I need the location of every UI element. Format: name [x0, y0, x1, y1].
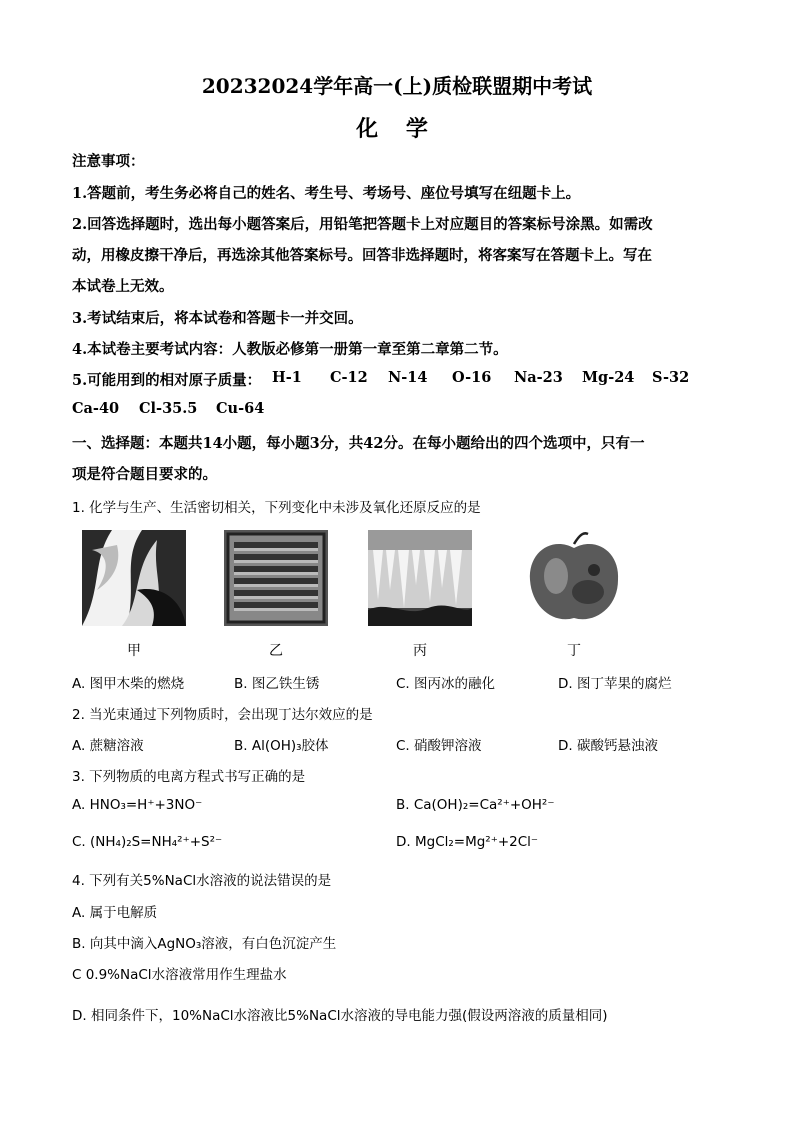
section-heading-line1: 一、选择题：本题共14小题，每小题3分，共42分。在每小题给出的四个选项中，只有一: [72, 435, 645, 452]
q4-option-b: B. 向其中滴入AgNO₃溶液，有白色沉淀产生: [72, 936, 337, 952]
exam-title: 20232024学年高一(上)质检联盟期中考试: [201, 74, 593, 98]
caption-jia: 甲: [127, 643, 141, 659]
caption-bing: 丙: [413, 643, 427, 659]
mass-cl: Cl-35.5: [139, 400, 198, 417]
mass-o: O-16: [452, 369, 492, 386]
q1-option-b: B. 图乙铁生锈: [234, 676, 320, 692]
mass-na: Na-23: [514, 369, 563, 386]
mass-s: S-32: [652, 369, 690, 386]
q4-stem: 4. 下列有关5%NaCl水溶液的说法错误的是: [72, 873, 332, 889]
rusty-iron-image: [224, 530, 328, 626]
q1-stem: 1. 化学与生产、生活密切相关，下列变化中未涉及氧化还原反应的是: [72, 500, 481, 516]
section-heading-line2: 项是符合题目要求的。: [72, 466, 217, 483]
melting-ice-image: [368, 530, 472, 626]
q3-option-d: D. MgCl₂=Mg²⁺+2Cl⁻: [396, 834, 539, 850]
mass-n: N-14: [388, 369, 428, 386]
q1-option-a: A. 图甲木柴的燃烧: [72, 676, 185, 692]
q1-option-c: C. 图丙冰的融化: [396, 676, 496, 692]
q3-option-b: B. Ca(OH)₂=Ca²⁺+OH²⁻: [396, 797, 555, 813]
q2-option-b: B. Al(OH)₃胶体: [234, 738, 329, 754]
q3-stem: 3. 下列物质的电离方程式书写正确的是: [72, 769, 306, 785]
atomic-mass-row-2: [72, 400, 732, 417]
q4-option-c: C 0.9%NaCl水溶液常用作生理盐水: [72, 967, 287, 983]
q3-options-row1: [72, 797, 732, 813]
mass-c: C-12: [330, 369, 368, 386]
rotten-apple-image: [522, 530, 626, 626]
q2-option-a: A. 蔗糖溶液: [72, 738, 144, 754]
fire-image: [82, 530, 186, 626]
atomic-mass-label: 5.可能用到的相对原子质量：: [72, 372, 262, 389]
subject-title: 化 学: [356, 116, 438, 142]
caption-yi: 乙: [269, 643, 283, 659]
mass-cu: Cu-64: [216, 400, 265, 417]
q3-option-a: A. HNO₃=H⁺+3NO⁻: [72, 797, 203, 813]
mass-mg: Mg-24: [582, 369, 635, 386]
q4-option-d: D. 相同条件下，10%NaCl水溶液比5%NaCl水溶液的导电能力强(假设两溶液的质量相同): [72, 1008, 608, 1024]
q3-options-row2: [72, 834, 732, 850]
q3-option-c: C. (NH₄)₂S=NH₄²⁺+S²⁻: [72, 834, 223, 850]
q2-option-d: D. 碳酸钙悬浊液: [558, 738, 658, 754]
atomic-mass-row-1: [72, 369, 732, 390]
q1-option-d: D. 图丁苹果的腐烂: [558, 676, 672, 692]
notice-item-4: 4.本试卷主要考试内容：人教版必修第一册第一章至第二章第二节。: [72, 341, 508, 358]
q4-option-a: A. 属于电解质: [72, 905, 158, 921]
notice-item-2a: 2.回答选择题时，选出每小题答案后，用铅笔把答题卡上对应题目的答案标号涂黑。如需改: [72, 216, 653, 233]
q2-options: [72, 734, 732, 754]
q1-options: [72, 672, 732, 692]
mass-h: H-1: [272, 369, 302, 386]
q2-option-c: C. 硝酸钾溶液: [396, 738, 482, 754]
notice-item-2b: 动，用橡皮擦干净后，再选涂其他答案标号。回答非选择题时，将客案写在答题卡上。写在: [72, 247, 652, 264]
notice-heading: 注意事项：: [72, 153, 145, 170]
notice-item-2c: 本试卷上无效。: [72, 278, 174, 295]
q2-stem: 2. 当光束通过下列物质时，会出现丁达尔效应的是: [72, 707, 373, 723]
notice-item-3: 3.考试结束后，将本试卷和答题卡一并交回。: [72, 310, 363, 327]
mass-ca: Ca-40: [72, 400, 120, 417]
caption-ding: 丁: [567, 643, 581, 659]
notice-item-1: 1.答题前，考生务必将自己的姓名、考生号、考场号、座位号填写在纽题卡上。: [72, 185, 581, 202]
